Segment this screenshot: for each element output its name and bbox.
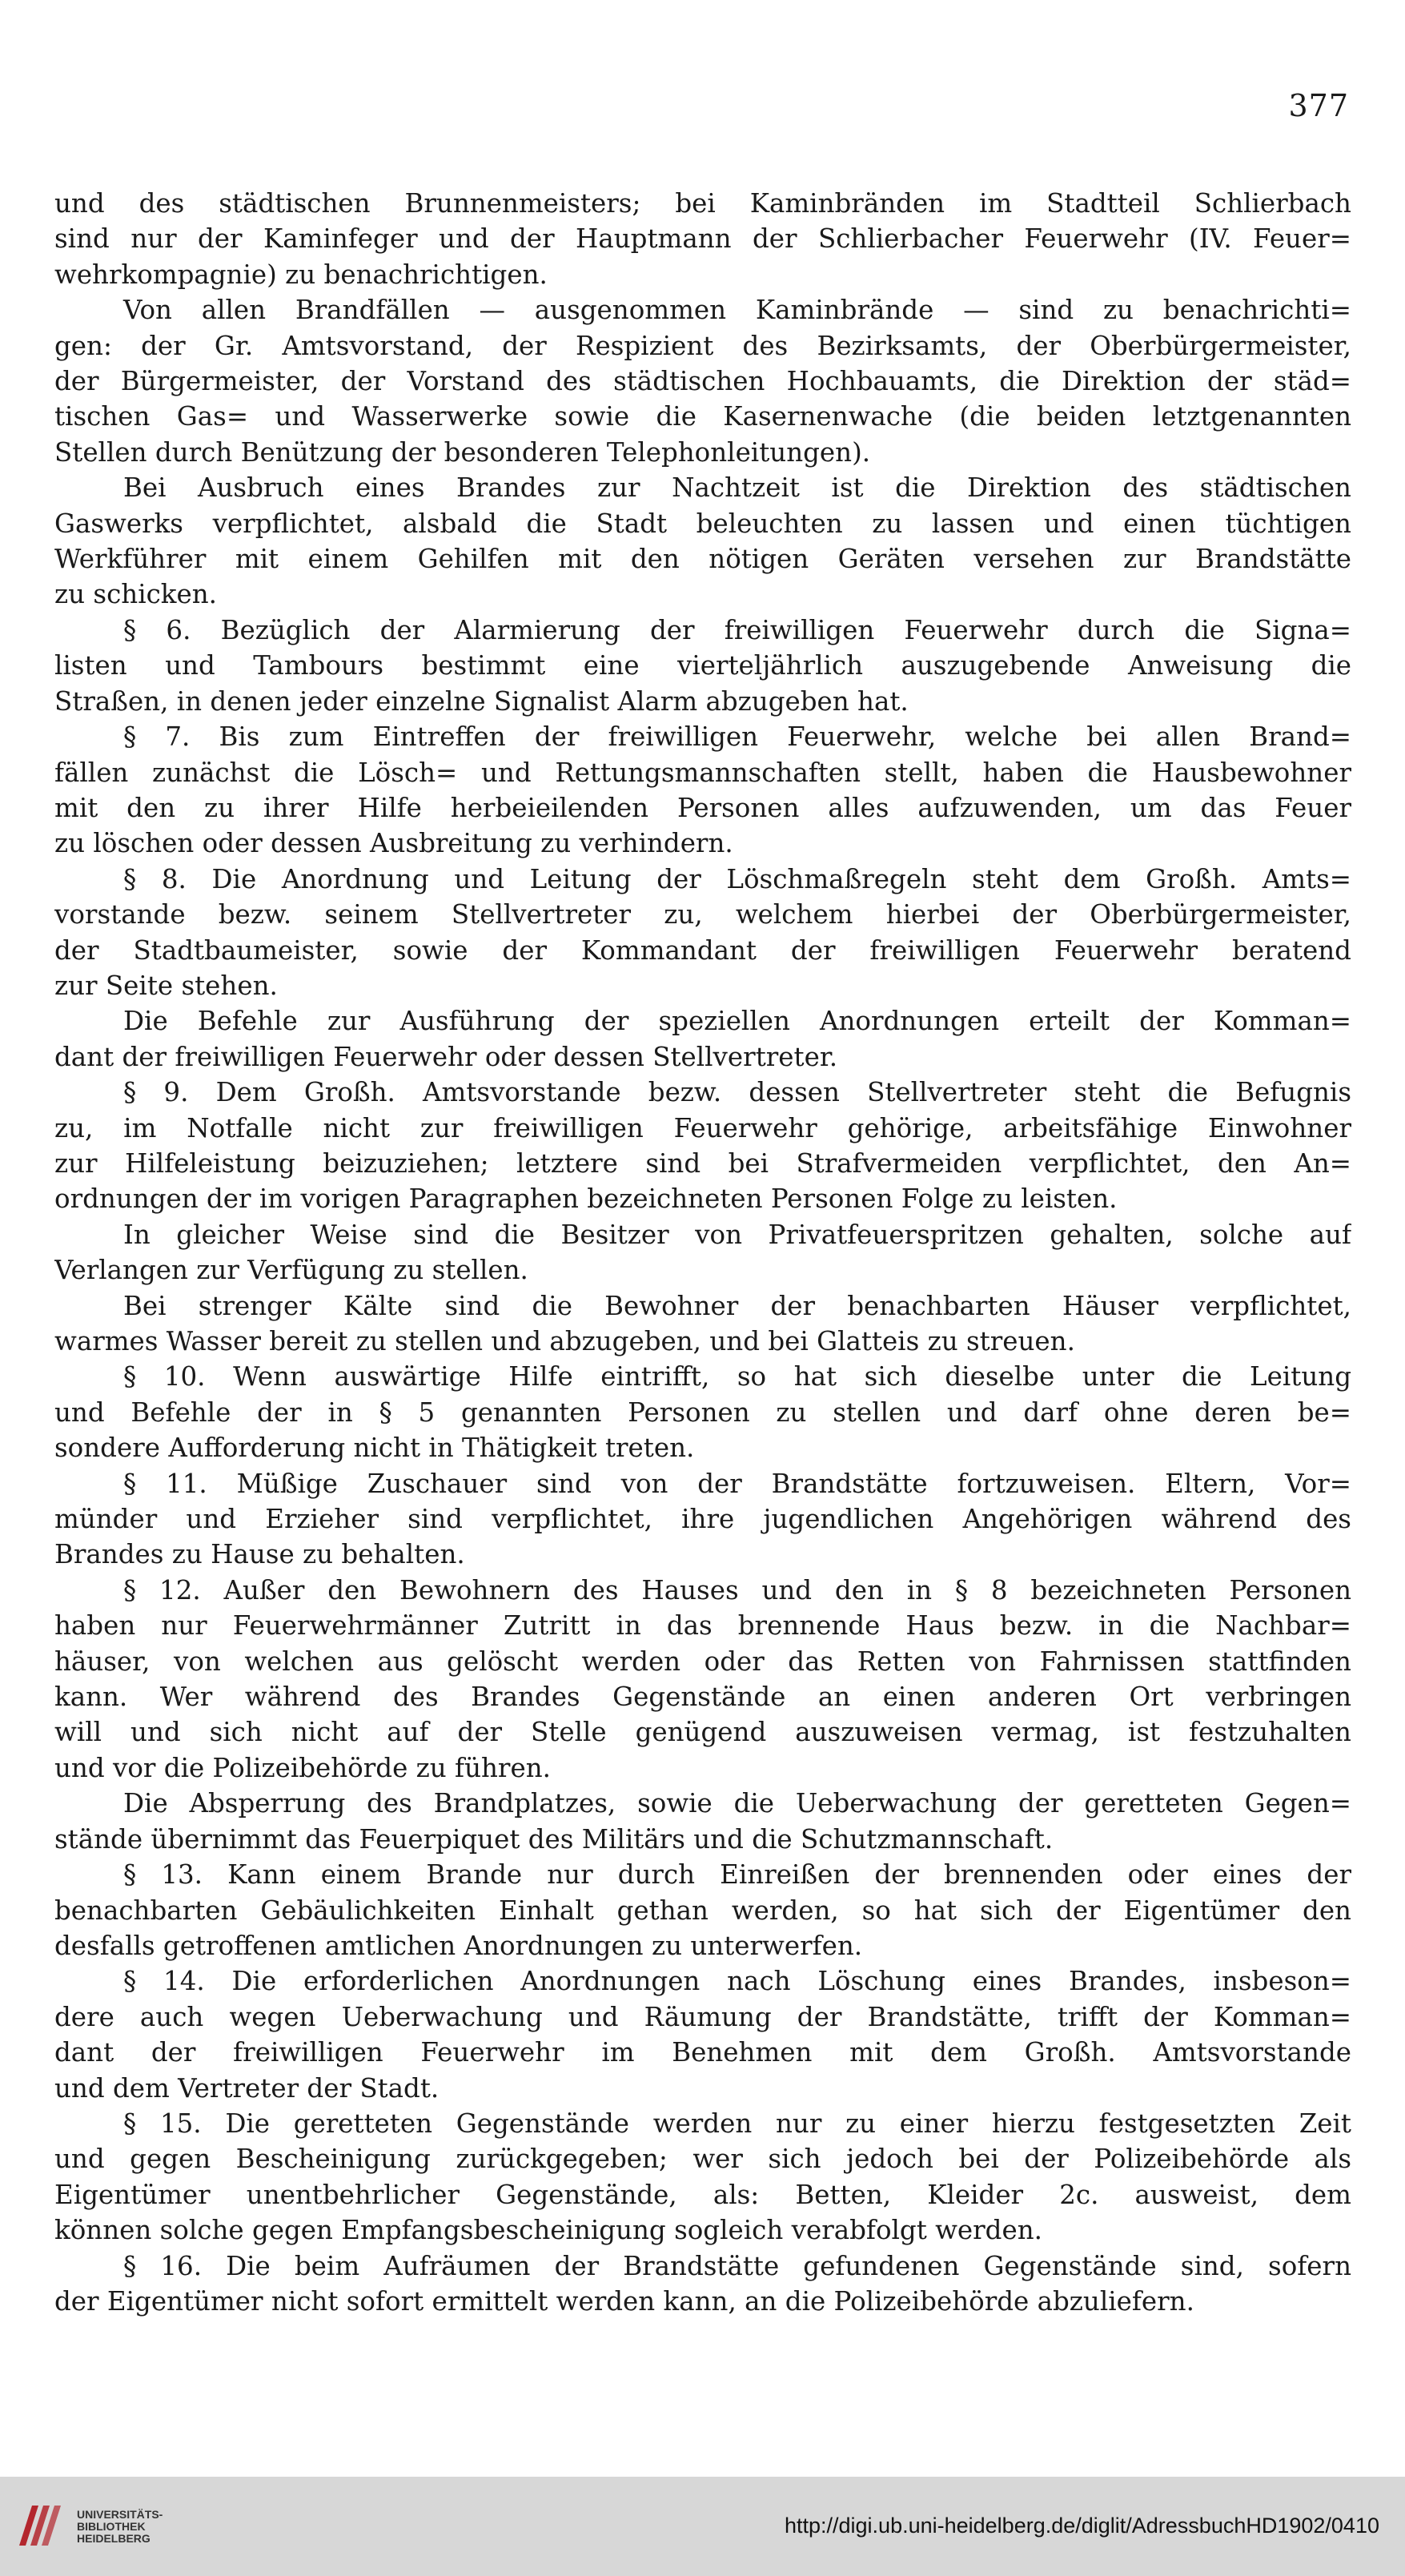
text-line: § 11. Müßige Zuschauer sind von der Brandstätte fortzuweisen. Eltern, Vor= [123, 1468, 1351, 1499]
text-line: ordnungen der im vorigen Paragraphen bezeichneten Personen Folge zu leisten. [54, 1184, 1118, 1215]
text-line: zu schicken. [54, 579, 217, 610]
text-line: und vor die Polizeibehörde zu führen. [54, 1752, 551, 1783]
text-line: zu löschen oder dessen Ausbreitung zu verhindern. [54, 828, 733, 859]
text-line: Von allen Brandfällen — ausgenommen Kaminbrände — sind zu benachrichti= [123, 295, 1351, 326]
page-number: 377 [1288, 88, 1349, 123]
library-name-line: UNIVERSITÄTS- [77, 2508, 163, 2521]
text-line: fällen zunächst die Lösch= und Rettungsmannschaften stellt, haben die Hausbewohner [54, 757, 1351, 788]
text-line: § 10. Wenn auswärtige Hilfe eintrifft, so hat sich dieselbe unter die Leitung [123, 1361, 1351, 1392]
text-line: § 8. Die Anordnung und Leitung der Löschmaßregeln steht dem Großh. Amts= [123, 863, 1351, 894]
text-line: kann. Wer während des Brandes Gegenstände an einen anderen Ort verbringen [54, 1682, 1351, 1713]
text-line: dant der freiwilligen Feuerwehr oder dessen Stellvertreter. [54, 1041, 838, 1072]
text-line: können solche gegen Empfangsbescheinigung sogleich verabfolgt werden. [54, 2215, 1042, 2246]
text-line: und des städtischen Brunnenmeisters; bei Kaminbränden im Stadtteil Schlierbach [54, 188, 1351, 219]
text-line: Die Absperrung des Brandplatzes, sowie die Ueberwachung der geretteten Gegen= [123, 1788, 1351, 1819]
text-line: der Stadtbaumeister, sowie der Kommandant der freiwilligen Feuerwehr beratend [54, 934, 1351, 966]
text-line: § 6. Bezüglich der Alarmierung der freiwilligen Feuerwehr durch die Signa= [123, 614, 1351, 645]
text-line: § 16. Die beim Aufräumen der Brandstätte gefundenen Gegenstände sind, sofern [123, 2250, 1351, 2281]
text-line: Bei Ausbruch eines Brandes zur Nachtzeit ist die Direktion des städtischen [123, 472, 1351, 504]
university-library-logo-icon [14, 2501, 64, 2550]
text-line: § 13. Kann einem Brande nur durch Einreißen der brennenden oder eines der [123, 1859, 1351, 1891]
text-line: gen: der Gr. Amtsvorstand, der Respizient des Bezirksamts, der Oberbürgermeister, [54, 330, 1351, 361]
text-line: stände übernimmt das Feuerpiquet des Militärs und die Schutzmannschaft. [54, 1823, 1054, 1855]
text-line: haben nur Feuerwehrmänner Zutritt in das brennende Haus bezw. in die Nachbar= [54, 1610, 1351, 1642]
text-line: sondere Aufforderung nicht in Thätigkeit treten. [54, 1433, 695, 1464]
text-line: § 14. Die erforderlichen Anordnungen nach Löschung eines Brandes, insbeson= [123, 1966, 1351, 1997]
text-line: vorstande bezw. seinem Stellvertreter zu, welchem hierbei der Oberbürgermeister, [54, 899, 1351, 930]
source-url-link[interactable]: http://digi.ub.uni-heidelberg.de/diglit/AdressbuchHD1902/0410 [784, 2514, 1379, 2538]
text-line: zur Hilfeleistung beizuziehen; letztere sind bei Strafvermeiden verpflichtet, den An= [54, 1147, 1351, 1179]
text-line: und gegen Bescheinigung zurückgegeben; wer sich jedoch bei der Polizeibehörde als [54, 2144, 1351, 2175]
text-line: und Befehle der in § 5 genannten Personen zu stellen und darf ohne deren be= [54, 1397, 1351, 1428]
text-line: Werkführer mit einem Gehilfen mit den nötigen Geräten versehen zur Brandstätte [54, 544, 1351, 575]
text-line: zu, im Notfalle nicht zur freiwilligen Feuerwehr gehörige, arbeitsfähige Einwohner [54, 1112, 1351, 1143]
library-name-line: BIBLIOTHEK [77, 2520, 146, 2533]
text-line: sind nur der Kaminfeger und der Hauptmann der Schlierbacher Feuerwehr (IV. Feuer= [54, 223, 1351, 255]
text-line: listen und Tambours bestimmt eine vierteljährlich auszugebende Anweisung die [54, 650, 1351, 681]
text-line: § 9. Dem Großh. Amtsvorstande bezw. dessen Stellvertreter steht die Befugnis [123, 1077, 1351, 1108]
text-line: häuser, von welchen aus gelöscht werden oder das Retten von Fahrnissen stattfinden [54, 1646, 1351, 1677]
text-line: und dem Vertreter der Stadt. [54, 2072, 440, 2104]
text-line: Die Befehle zur Ausführung der speziellen Anordnungen erteilt der Komman= [123, 1006, 1351, 1037]
text-line: zur Seite stehen. [54, 970, 278, 1001]
text-line: Brandes zu Hause zu behalten. [54, 1539, 465, 1570]
text-line: Verlangen zur Verfügung zu stellen. [54, 1255, 528, 1286]
text-line: warmes Wasser bereit zu stellen und abzugeben, und bei Glatteis zu streuen. [54, 1326, 1075, 1356]
text-line: münder und Erzieher sind verpflichtet, ihre jugendlichen Angehörigen während des [54, 1504, 1351, 1535]
text-line: mit den zu ihrer Hilfe herbeieilenden Personen alles aufzuwenden, um das Feuer [54, 792, 1351, 823]
text-line: dant der freiwilligen Feuerwehr im Benehmen mit dem Großh. Amtsvorstande [54, 2037, 1351, 2068]
text-line: Eigentümer unentbehrlicher Gegenstände, als: Betten, Kleider 2c. ausweist, dem [54, 2179, 1351, 2210]
text-line: § 15. Die geretteten Gegenstände werden nur zu einer hierzu festgesetzten Zeit [123, 2108, 1351, 2139]
document-body-text [54, 186, 1351, 2319]
text-line: benachbarten Gebäulichkeiten Einhalt gethan werden, so hat sich der Eigentümer den [54, 1895, 1351, 1926]
text-line: dere auch wegen Ueberwachung und Räumung der Brandstätte, trifft der Komman= [54, 2001, 1351, 2032]
text-line: tischen Gas= und Wasserwerke sowie die Kasernenwache (die beiden letztgenannten [54, 401, 1351, 432]
text-line: desfalls getroffenen amtlichen Anordnungen zu unterwerfen. [54, 1930, 863, 1961]
text-line: § 12. Außer den Bewohnern des Hauses und den in § 8 bezeichneten Personen [123, 1574, 1351, 1605]
text-line: Stellen durch Benützung der besonderen Telephonleitungen). [54, 436, 871, 468]
footer-bar [0, 2477, 1405, 2576]
text-line: der Eigentümer nicht sofort ermittelt werden kann, an die Polizeibehörde abzuliefern. [54, 2285, 1194, 2317]
text-line: wehrkompagnie) zu benachrichtigen. [54, 259, 548, 290]
text-line: Gaswerks verpflichtet, alsbald die Stadt beleuchten zu lassen und einen tüchtigen [54, 508, 1351, 539]
text-line: will und sich nicht auf der Stelle genügend auszuweisen vermag, ist festzuhalten [54, 1717, 1351, 1748]
text-line: Bei strenger Kälte sind die Bewohner der benachbarten Häuser verpflichtet, [123, 1290, 1351, 1321]
text-line: der Bürgermeister, der Vorstand des städtischen Hochbauamts, die Direktion der städ= [54, 366, 1351, 397]
text-line: In gleicher Weise sind die Besitzer von Privatfeuerspritzen gehalten, solche auf [123, 1219, 1351, 1250]
text-line: § 7. Bis zum Eintreffen der freiwilligen Feuerwehr, welche bei allen Brand= [123, 721, 1351, 753]
library-name-line: HEIDELBERG [77, 2532, 151, 2545]
library-name [77, 2509, 163, 2545]
text-line: Straßen, in denen jeder einzelne Signalist Alarm abzugeben hat. [54, 685, 909, 717]
